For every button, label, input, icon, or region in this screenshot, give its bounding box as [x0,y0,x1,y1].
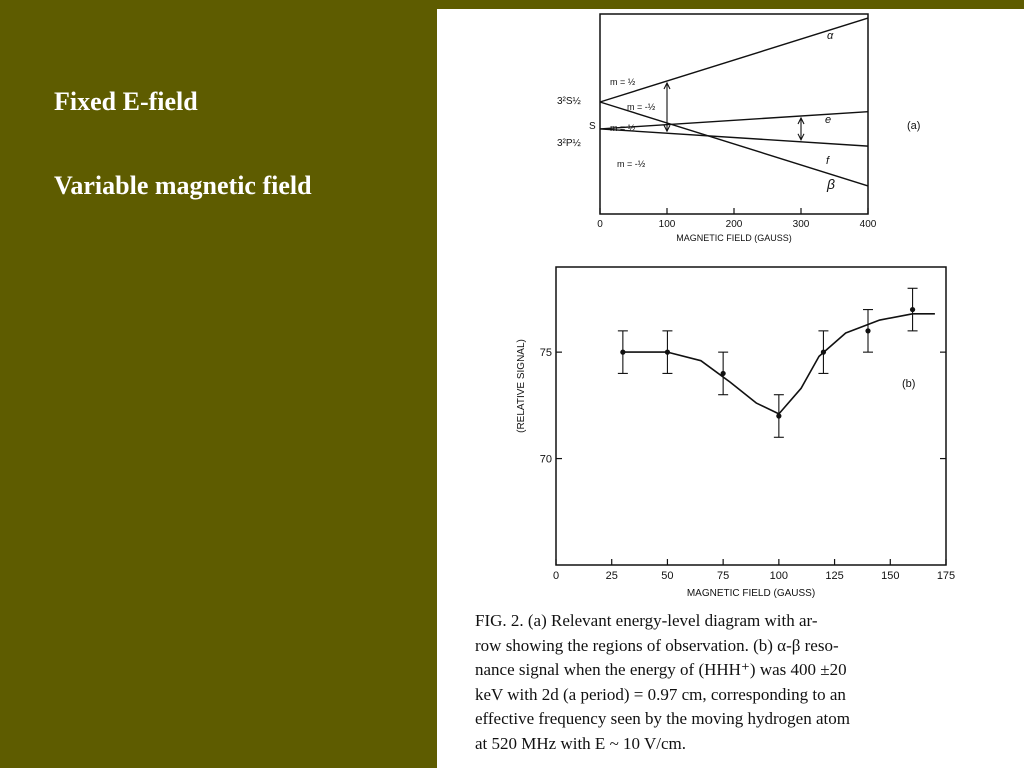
panel-b-y-axis-label: (RELATIVE SIGNAL) [516,339,527,433]
caption-line: effective frequency seen by the moving hydrogen atom [475,709,850,728]
panel-a-m-annotation: m = ½ [610,123,636,133]
panel-a-s-sublabel: S [589,121,596,132]
slide-text-block [54,86,424,254]
panel-b-x-tick-label: 175 [936,570,956,582]
panel-b-x-tick-label: 50 [661,570,674,582]
panel-a-s-level-label: 3²S½ [557,96,581,107]
panel-b-y-tick-label: 75 [539,347,552,360]
caption-line: nance signal when the energy of (HHH⁺) was 400 ±20 [475,660,847,679]
panel-a-series-label: e [825,114,832,126]
panel-b-data-point [821,350,826,355]
panel-b-x-tick-label: 150 [881,570,900,582]
figure-svg [437,9,1024,609]
panel-a-x-tick-label: 0 [597,219,603,230]
panel-a-p-level-label: 3²P½ [557,138,581,149]
panel-b-label: (b) [902,378,916,390]
panel-b-data-point [665,350,670,355]
panel-b-x-tick-label: 25 [605,570,618,582]
panel-b-data-point [776,413,781,418]
panel-a-m-annotation: m = -½ [627,102,656,112]
slide-heading-fixed-e-field: Fixed E-field [54,87,198,116]
panel-b-data-point [620,350,625,355]
panel-b-frame [556,267,946,565]
caption-line: at 520 MHz with E ~ 10 V/cm. [475,733,686,753]
panel-b-x-tick-label: 125 [825,570,844,582]
panel-b-data-point [865,328,870,333]
panel-a-m-annotation: m = ½ [610,77,636,87]
panel-b-data-point [721,371,726,376]
panel-a-x-tick-label: 300 [792,219,810,230]
caption-line: keV with 2d (a period) = 0.97 cm, corresponding to an [475,684,846,704]
panel-b-x-tick-label: 100 [769,570,789,582]
figure-panel [437,9,1024,768]
panel-b-y-tick-label: 70 [539,453,552,466]
panel-a-series-label: α [827,30,834,42]
panel-b-data-point [910,307,915,312]
panel-a-x-axis-label: MAGNETIC FIELD (GAUSS) [676,233,792,243]
panel-a-x-tick-label: 200 [725,219,743,230]
panel-a-series-label: f [826,155,830,167]
caption-line: row showing the regions of observation. (b) α-β reso- [475,635,839,655]
panel-a-label: (a) [907,120,921,132]
figure-caption [475,609,1015,756]
slide-heading-variable-magnetic-field: Variable magnetic field [54,171,312,201]
panel-a-x-tick-label: 100 [658,219,676,230]
panel-b-x-tick-label: 0 [552,570,560,582]
caption-line: FIG. 2. (a) Relevant energy-level diagram with ar- [475,611,818,630]
panel-a-m-annotation: m = -½ [617,159,646,169]
panel-b-x-tick-label: 75 [717,570,730,582]
panel-a-x-tick-label: 400 [859,219,877,230]
panel-a-series-label: β [827,176,835,192]
panel-b-x-axis-label: MAGNETIC FIELD (GAUSS) [686,588,816,599]
